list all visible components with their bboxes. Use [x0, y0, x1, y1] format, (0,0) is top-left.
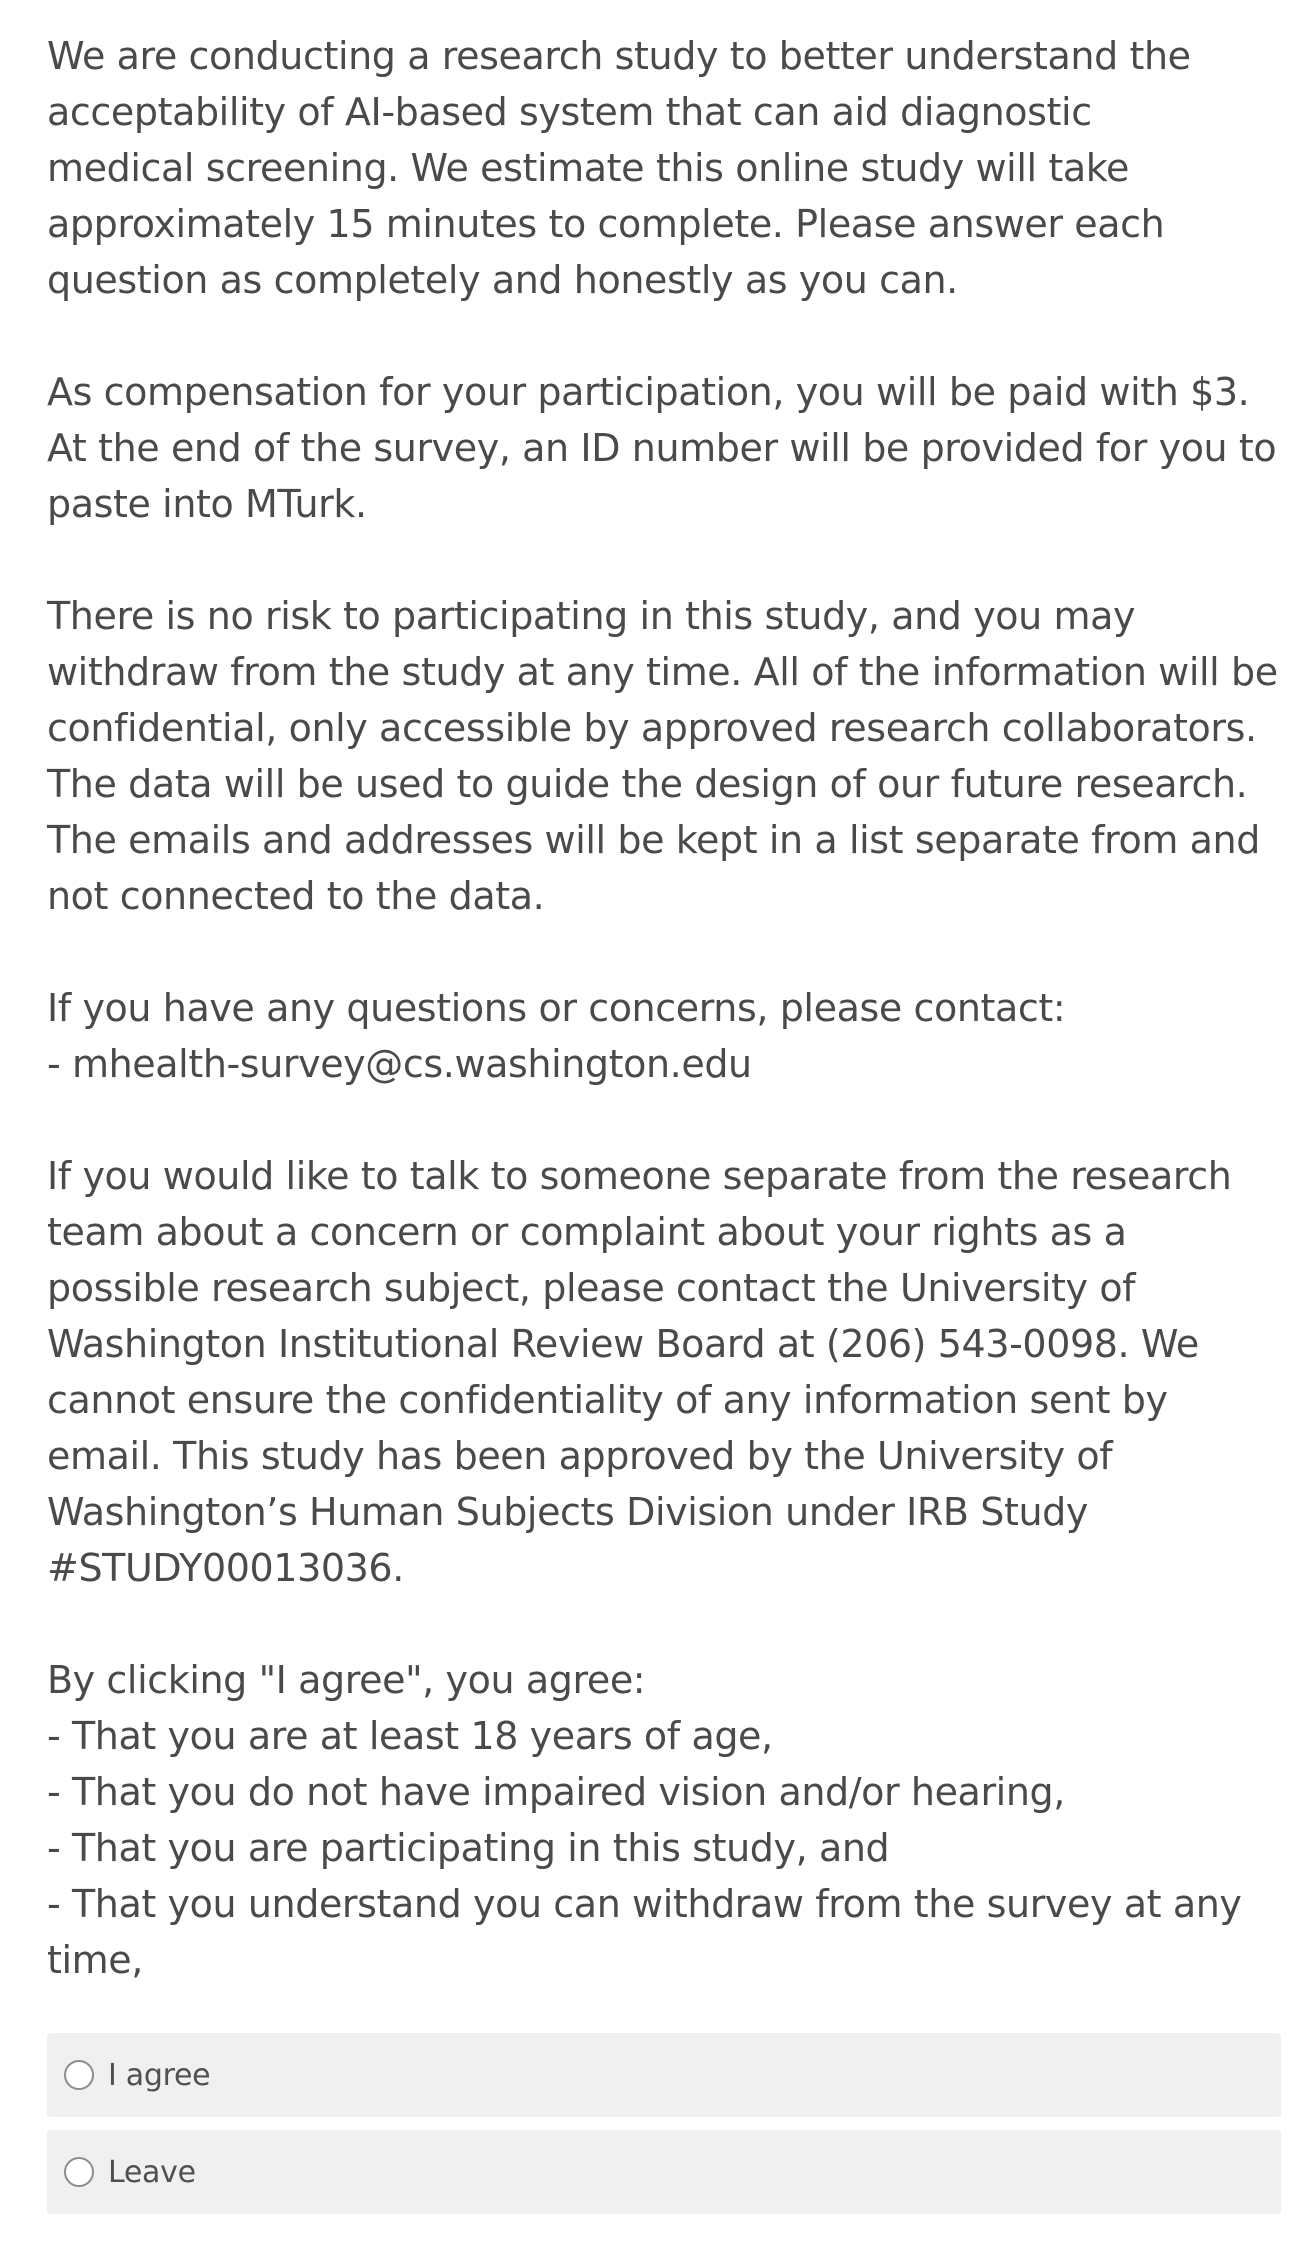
radio-button-icon[interactable] — [64, 2060, 94, 2090]
text-line: withdraw from the study at any time. All of the information will be — [47, 650, 1278, 694]
text-line: Washington’s Human Subjects Division under IRB Study — [47, 1490, 1088, 1534]
choice-label: Leave — [108, 2154, 196, 2190]
text-line: not connected to the data. — [47, 874, 545, 918]
text-line: As compensation for your participation, you will be paid with $3. — [47, 370, 1250, 414]
text-line: Washington Institutional Review Board at (206) 543-0098. We — [47, 1322, 1199, 1366]
radio-button-icon[interactable] — [64, 2157, 94, 2187]
text-line: team about a concern or complaint about your rights as a — [47, 1210, 1127, 1254]
text-line: At the end of the survey, an ID number will be provided for you to — [47, 426, 1277, 470]
paragraph-study-description — [47, 28, 1287, 308]
text-line: paste into MTurk. — [47, 482, 367, 526]
paragraph-risk-confidentiality — [47, 588, 1287, 924]
contact-email: - mhealth-survey@cs.washington.edu — [47, 1042, 752, 1086]
consent-text — [47, 28, 1287, 2044]
text-line: - That you do not have impaired vision and/or hearing, — [47, 1770, 1065, 1814]
text-line: approximately 15 minutes to complete. Please answer each — [47, 202, 1165, 246]
text-line: The emails and addresses will be kept in a list separate from and — [47, 818, 1260, 862]
paragraph-agreement-terms — [47, 1652, 1287, 1988]
text-line: If you have any questions or concerns, please contact: — [47, 986, 1066, 1030]
text-line: cannot ensure the confidentiality of any information sent by — [47, 1378, 1168, 1422]
choice-i-agree[interactable] — [47, 2033, 1281, 2117]
text-line: possible research subject, please contact the University of — [47, 1266, 1136, 1310]
text-line: The data will be used to guide the design of our future research. — [47, 762, 1248, 806]
text-line: confidential, only accessible by approved research collaborators. — [47, 706, 1257, 750]
text-line: question as completely and honestly as you can. — [47, 258, 958, 302]
text-line: medical screening. We estimate this online study will take — [47, 146, 1129, 190]
text-line: By clicking "I agree", you agree: — [47, 1658, 646, 1702]
text-line: If you would like to talk to someone separate from the research — [47, 1154, 1232, 1198]
text-line: - That you are at least 18 years of age, — [47, 1714, 773, 1758]
paragraph-contact — [47, 980, 1287, 1092]
consent-choices — [47, 2033, 1281, 2227]
text-line: There is no risk to participating in this study, and you may — [47, 594, 1136, 638]
choice-label: I agree — [108, 2057, 211, 2093]
text-line: email. This study has been approved by the University of — [47, 1434, 1113, 1478]
paragraph-compensation — [47, 364, 1287, 532]
text-line: We are conducting a research study to better understand the — [47, 34, 1191, 78]
text-line: - That you understand you can withdraw from the survey at any — [47, 1882, 1242, 1926]
paragraph-irb — [47, 1148, 1287, 1596]
text-line: - That you are participating in this study, and — [47, 1826, 890, 1870]
text-line: time, — [47, 1938, 143, 1982]
text-line: acceptability of AI-based system that can aid diagnostic — [47, 90, 1092, 134]
text-line: #STUDY00013036. — [47, 1546, 404, 1590]
choice-leave[interactable] — [47, 2130, 1281, 2214]
